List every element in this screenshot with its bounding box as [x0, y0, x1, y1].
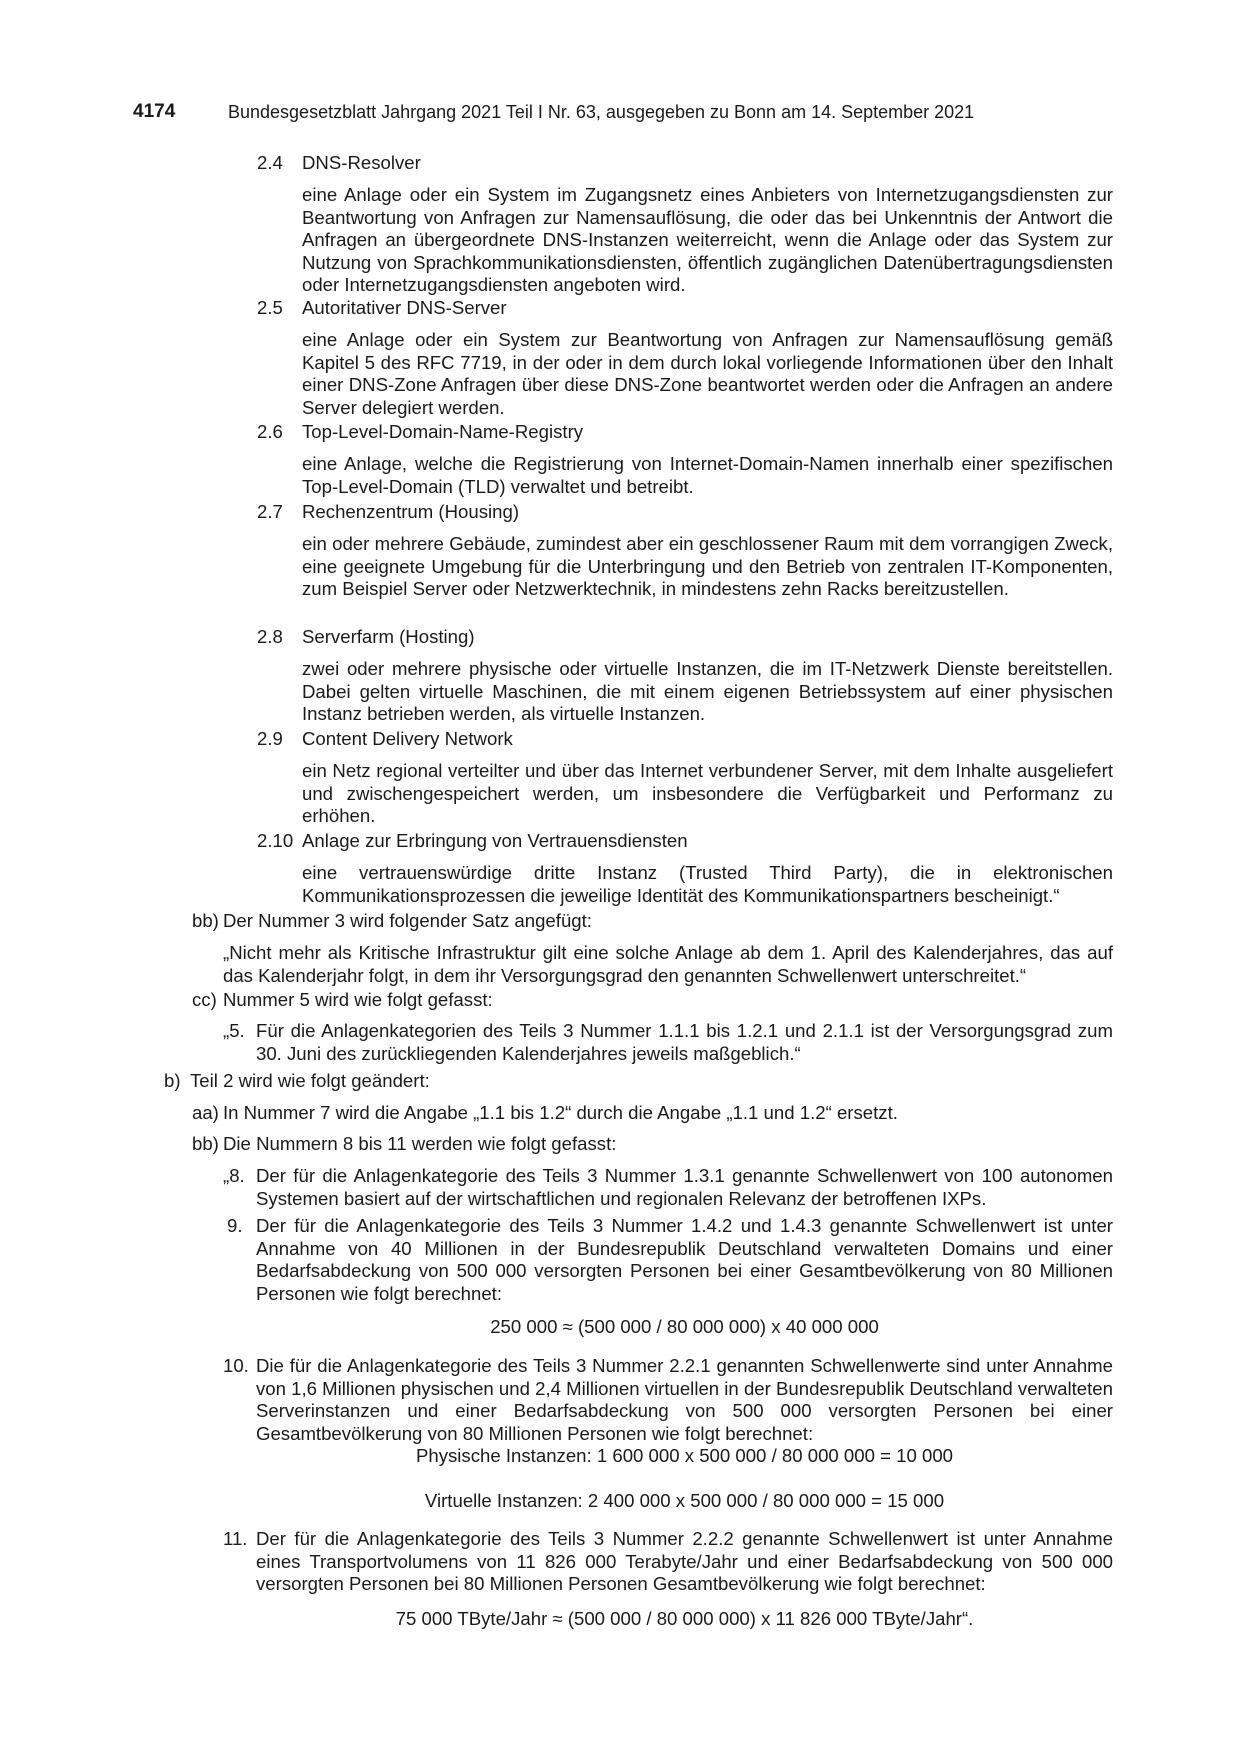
formula-11: 75 000 TByte/Jahr ≈ (500 000 / 80 000 000) x 11 826 000 TByte/Jahr“.	[395, 1608, 974, 1629]
item-label: 10.	[223, 1355, 249, 1376]
definition-number: 2.5	[257, 297, 283, 318]
definition-term: Top-Level-Domain-Name-Registry	[302, 421, 584, 442]
item-text: Der für die Anlagenkategorie des Teils 3 Nummer 1.4.2 und 1.4.3 genannte Schwellenwert ist unter Annahme von 40 Millionen in der Bundesrepublik Deutschland verwalteten Domains und einer Bedarfsabdeckung von 500 000 versorgten Personen bei einer Gesamtbevölkerung von 80 Millionen Personen wie folgt berechnet:	[256, 1215, 1113, 1304]
definition-term: Serverfarm (Hosting)	[302, 626, 475, 647]
definition-text: ein oder mehrere Gebäude, zumindest aber ein geschlossener Raum mit dem vorrangigen Zweck, eine geeignete Umgebung für die Unterbringung und den Betrieb von zentralen IT-Komponenten, zum Beispiel Server oder Netzwerktechnik, in mindestens zehn Racks bereitzustellen.	[302, 533, 1113, 600]
definition-text: eine Anlage, welche die Registrierung von Internet-Domain-Namen innerhalb einer spezifischen Top-Level-Domain (TLD) verwaltet und betreibt.	[302, 453, 1113, 497]
item-label: „8.	[223, 1165, 245, 1186]
definition-text: eine vertrauenswürdige dritte Instanz (Trusted Third Party), die in elektronischen Kommunikationsprozessen die jeweilige Identität des Kommunikationspartners bescheinigt.“	[302, 862, 1113, 906]
formula-9: 250 000 ≈ (500 000 / 80 000 000) x 40 000 000	[490, 1316, 879, 1337]
definition-term: DNS-Resolver	[302, 152, 421, 173]
item-label: aa)	[192, 1102, 219, 1123]
definition-number: 2.6	[257, 421, 283, 442]
item-label: 9.	[227, 1215, 243, 1236]
definition-term: Content Delivery Network	[302, 728, 513, 749]
definition-term: Anlage zur Erbringung von Vertrauensdiensten	[302, 830, 688, 851]
definition-term: Autoritativer DNS-Server	[302, 297, 507, 318]
definition-number: 2.10	[257, 830, 294, 851]
definition-term: Rechenzentrum (Housing)	[302, 501, 520, 522]
quote-label: „5.	[223, 1020, 245, 1041]
item-text: Die Nummern 8 bis 11 werden wie folgt gefasst:	[223, 1133, 617, 1154]
item-label: bb)	[192, 1133, 219, 1154]
definition-text: eine Anlage oder ein System im Zugangsnetz eines Anbieters von Internetzugangsdiensten zur Beantwortung von Anfragen zur Namensauflösung, die oder das bei Unkenntnis der Antwort die Anfragen an übergeordnete DNS-Instanzen weiterreicht, wenn die Anlage oder das System zur Nutzung von Sprachkommunikationsdiensten, öffentlich zugänglichen Datenübertragungsdiensten oder Internetzugangsdiensten angeboten wird.	[302, 184, 1113, 296]
definition-number: 2.7	[257, 501, 283, 522]
page-number: 4174	[133, 101, 176, 122]
definition-text: zwei oder mehrere physische oder virtuelle Instanzen, die im IT-Netzwerk Dienste bereitstellen. Dabei gelten virtuelle Maschinen, die mit einem eigenen Betriebssystem auf einer physischen Instanz betrieben werden, als virtuelle Instanzen.	[302, 658, 1113, 725]
definition-number: 2.9	[257, 728, 283, 749]
quote-text: Für die Anlagenkategorien des Teils 3 Nummer 1.1.1 bis 1.2.1 und 2.1.1 ist der Versorgungsgrad zum 30. Juni des zurückliegenden Kalenderjahres jeweils maßgeblich.“	[256, 1020, 1113, 1064]
header-title: Bundesgesetzblatt Jahrgang 2021 Teil I Nr. 63, ausgegeben zu Bonn am 14. September 2021	[228, 102, 975, 122]
item-text: Teil 2 wird wie folgt geändert:	[190, 1070, 430, 1091]
formula-10-virtual: Virtuelle Instanzen: 2 400 000 x 500 000 / 80 000 000 = 15 000	[424, 1490, 945, 1511]
item-text: Der Nummer 3 wird folgender Satz angefügt:	[223, 910, 592, 931]
quote-nummer-3: „Nicht mehr als Kritische Infrastruktur gilt eine solche Anlage ab dem 1. April des Kalenderjahres, das auf das Kalenderjahr folgt, in dem ihr Versorgungsgrad den genannten Schwellenwert unterschreitet.“	[223, 942, 1113, 986]
definition-text: ein Netz regional verteilter und über das Internet verbundener Server, mit dem Inhalte ausgeliefert und zwischengespeichert werden, um insbesondere die Verfügbarkeit und Performanz zu erhöhen.	[302, 760, 1113, 827]
definition-number: 2.8	[257, 626, 283, 647]
formula-10-physical: Physische Instanzen: 1 600 000 x 500 000 / 80 000 000 = 10 000	[415, 1445, 954, 1466]
item-label: b)	[164, 1070, 181, 1091]
item-text: Der für die Anlagenkategorie des Teils 3 Nummer 1.3.1 genannte Schwellenwert von 100 autonomen Systemen basiert auf der wirtschaftlichen und regionalen Relevanz der betroffenen IXPs.	[256, 1165, 1113, 1209]
item-text: Der für die Anlagenkategorie des Teils 3 Nummer 2.2.2 genannte Schwellenwert ist unter Annahme eines Transportvolumens von 11 826 000 Terabyte/Jahr und einer Bedarfsabdeckung von 500 000 versorgten Personen bei 80 Millionen Personen Gesamtbevölkerung wie folgt berechnet:	[256, 1528, 1113, 1595]
item-label: cc)	[192, 989, 217, 1010]
definition-number: 2.4	[257, 152, 283, 173]
item-label: bb)	[192, 910, 219, 931]
item-text: Die für die Anlagenkategorie des Teils 3 Nummer 2.2.1 genannten Schwellenwerte sind unter Annahme von 1,6 Millionen physischen und 2,4 Millionen virtuellen in der Bundesrepublik Deutschland verwalteten Serverinstanzen und einer Bedarfsabdeckung von 500 000 versorgten Personen bei einer Gesamtbevölkerung von 80 Millionen Personen wie folgt berechnet:	[256, 1355, 1113, 1444]
item-text: Nummer 5 wird wie folgt gefasst:	[223, 989, 493, 1010]
item-label: 11.	[223, 1528, 248, 1549]
item-text: In Nummer 7 wird die Angabe „1.1 bis 1.2“ durch die Angabe „1.1 und 1.2“ ersetzt.	[223, 1102, 898, 1123]
definition-text: eine Anlage oder ein System zur Beantwortung von Anfragen zur Namensauflösung gemäß Kapitel 5 des RFC 7719, in der oder in dem durch lokal vorliegende Informationen über den Inhalt einer DNS-Zone Anfragen über diese DNS-Zone beantwortet werden oder die Anfragen an andere Server delegiert werden.	[302, 329, 1113, 418]
